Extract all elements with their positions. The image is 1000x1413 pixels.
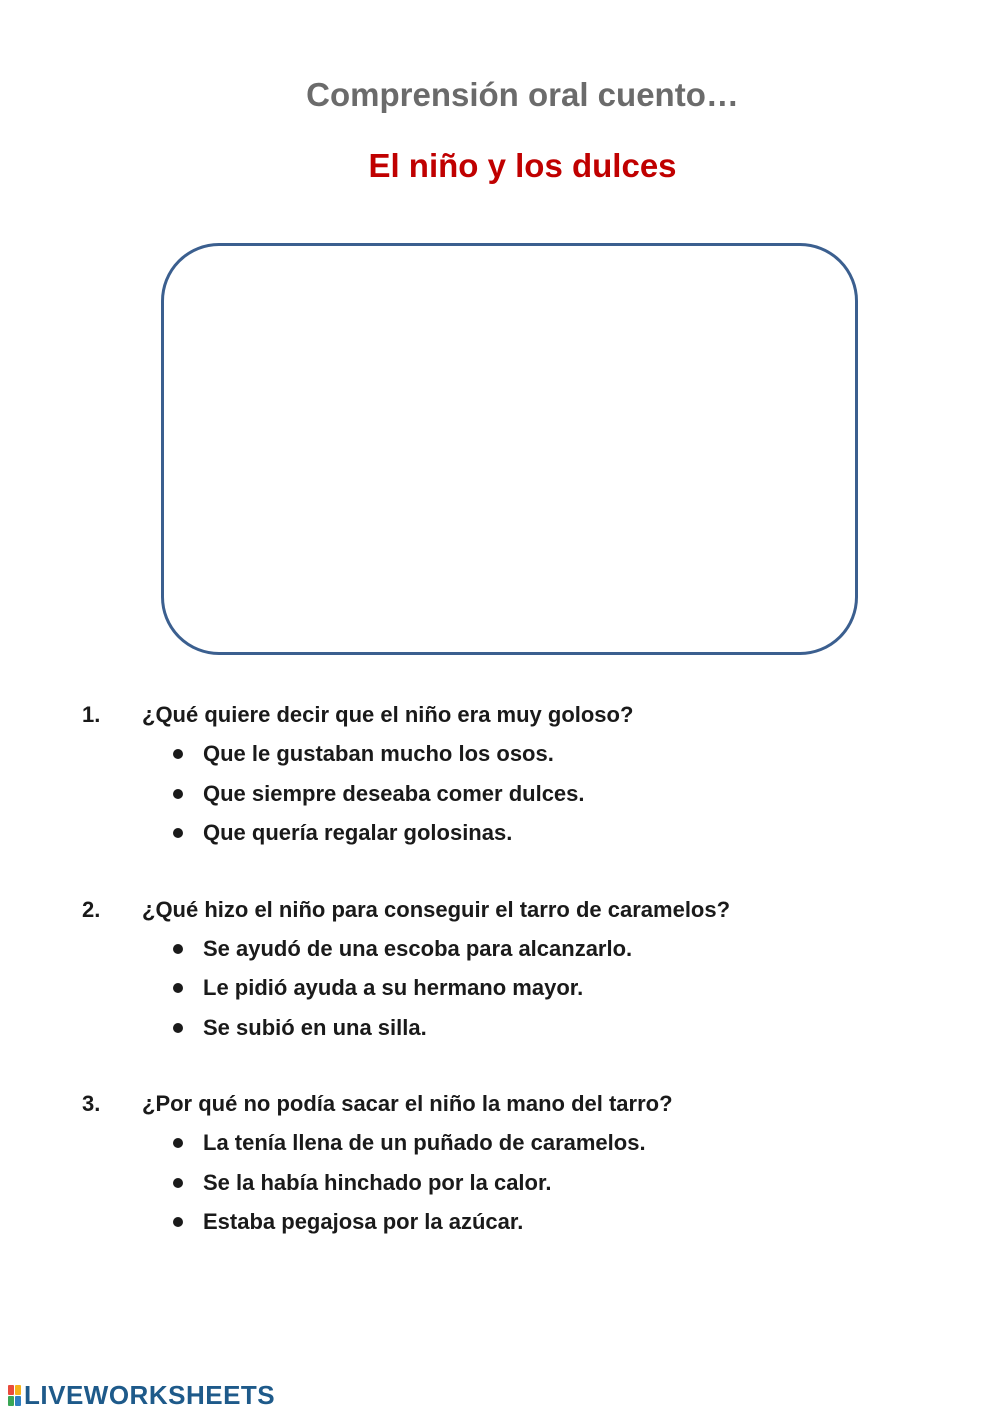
bullet-icon: [173, 944, 183, 954]
question-line: [0, 1085, 1000, 1123]
answer-option[interactable]: [0, 968, 1000, 1008]
answer-option-label: Estaba pegajosa por la azúcar.: [203, 1209, 524, 1234]
bullet-icon: [173, 828, 183, 838]
answer-option[interactable]: [0, 734, 1000, 774]
answer-option[interactable]: [0, 1123, 1000, 1163]
bullet-icon: [173, 1178, 183, 1188]
liveworksheets-logo[interactable]: [8, 1380, 275, 1410]
question-text: ¿Qué hizo el niño para conseguir el tarro de caramelos?: [142, 896, 731, 922]
answer-option[interactable]: [0, 1008, 1000, 1048]
answer-option-label: Que le gustaban mucho los osos.: [203, 741, 554, 766]
question-number: 1.: [82, 702, 101, 727]
answer-options: [0, 1123, 1000, 1242]
question-number: 3.: [82, 1091, 101, 1116]
answer-option-label: La tenía llena de un puñado de caramelos.: [203, 1130, 646, 1155]
worksheet-title: Comprensión oral cuento…: [306, 76, 739, 113]
answer-option[interactable]: [0, 929, 1000, 969]
bullet-icon: [173, 749, 183, 759]
answer-options: [0, 734, 1000, 853]
bullet-icon: [173, 1023, 183, 1033]
bullet-icon: [173, 789, 183, 799]
question-1: [0, 696, 1000, 853]
question-line: [0, 891, 1000, 929]
answer-option[interactable]: [0, 1163, 1000, 1203]
answer-option-label: Se ayudó de una escoba para alcanzarlo.: [203, 935, 633, 961]
answer-option[interactable]: [0, 813, 1000, 853]
answer-option-label: Que siempre deseaba comer dulces.: [203, 780, 585, 806]
question-text: ¿Por qué no podía sacar el niño la mano del tarro?: [142, 1091, 673, 1116]
question-number: 2.: [82, 896, 101, 922]
answer-option[interactable]: [0, 1202, 1000, 1242]
bullet-icon: [173, 1217, 183, 1227]
question-line: [0, 696, 1000, 734]
question-list: [0, 696, 1000, 1280]
logo-text: LIVEWORKSHEETS: [24, 1379, 276, 1410]
answer-option-label: Se subió en una silla.: [203, 1014, 427, 1040]
bullet-icon: [173, 1138, 183, 1148]
question-text: ¿Qué quiere decir que el niño era muy goloso?: [142, 702, 634, 727]
image-frame: [161, 243, 858, 655]
bullet-icon: [173, 983, 183, 993]
answer-option-label: Se la había hinchado por la calor.: [203, 1169, 552, 1195]
logo-mark-icon: [8, 1385, 21, 1406]
answer-option[interactable]: [0, 774, 1000, 814]
answer-option-label: Que quería regalar golosinas.: [203, 820, 513, 845]
answer-options: [0, 929, 1000, 1048]
story-title: El niño y los dulces: [368, 147, 677, 184]
question-2: [0, 891, 1000, 1048]
answer-option-label: Le pidió ayuda a su hermano mayor.: [203, 975, 584, 1000]
question-3: [0, 1085, 1000, 1242]
